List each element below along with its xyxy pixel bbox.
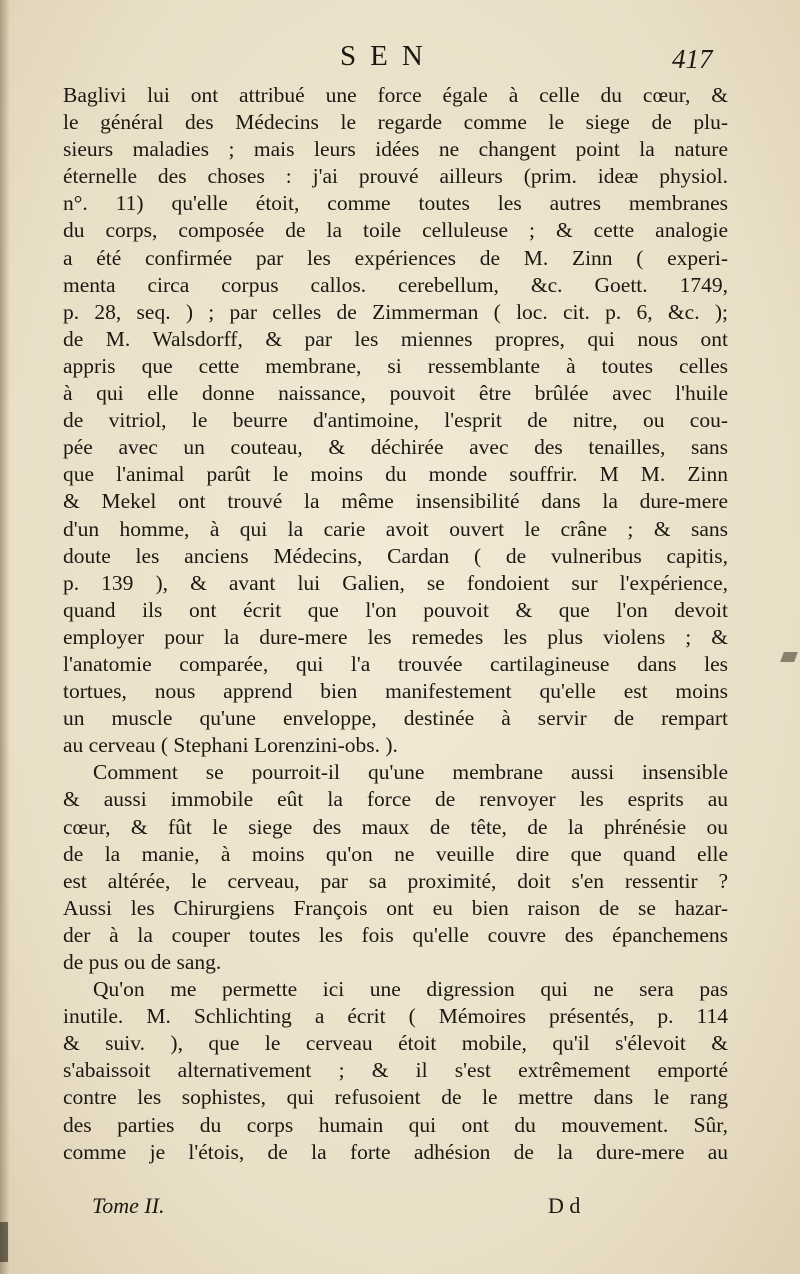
text-line: comme je l'étois, de la forte adhésion de la dure-mere au — [63, 1139, 728, 1164]
text-line: n°. 11) qu'elle étoit, comme toutes les autres membranes — [63, 191, 728, 216]
text-line: Qu'on me permette ici une digression qui ne sera pas — [93, 977, 728, 1002]
text-line: s'abaissoit alternativement ; & il s'est extrêmement emporté — [63, 1058, 728, 1083]
binding-mark — [0, 1222, 8, 1262]
text-line: appris que cette membrane, si ressemblante à toutes celles — [63, 353, 728, 378]
text-line: Comment se pourroit-il qu'une membrane aussi insensible — [93, 760, 728, 785]
page-header — [0, 40, 800, 80]
text-line: au cerveau ( Stephani Lorenzini-obs. ). — [63, 733, 398, 758]
page-number: 417 — [672, 44, 713, 74]
text-line: cœur, & fût le siege des maux de tête, de la phrénésie ou — [63, 814, 728, 839]
text-line: employer pour la dure-mere les remedes les plus violens ; & — [63, 624, 728, 649]
text-line: est altérée, le cerveau, par sa proximité, doit s'en ressentir ? — [63, 868, 728, 893]
text-line: sieurs maladies ; mais leurs idées ne changent point la nature — [63, 137, 728, 162]
text-line: quand ils ont écrit que l'on pouvoit & que l'on devoit — [63, 597, 728, 622]
text-line: que l'animal parût le moins du monde souffrir. M M. Zinn — [63, 462, 728, 487]
text-line: inutile. M. Schlichting a écrit ( Mémoires présentés, p. 114 — [63, 1004, 728, 1029]
text-line: tortues, nous apprend bien manifestement qu'elle est moins — [63, 679, 728, 704]
volume-label: Tome II. — [92, 1193, 165, 1218]
text-line: du corps, composée de la toile celluleuse ; & cette analogie — [63, 218, 728, 243]
page-footer — [0, 1193, 800, 1223]
text-line: Baglivi lui ont attribué une force égale à celle du cœur, & — [63, 83, 728, 107]
text-line: & suiv. ), que le cerveau étoit mobile, qu'il s'élevoit & — [63, 1031, 728, 1056]
text-line: a été confirmée par les expériences de M. Zinn ( experi- — [63, 245, 728, 270]
text-line: menta circa corpus callos. cerebellum, &c. Goett. 1749, — [63, 272, 728, 297]
text-line: de M. Walsdorff, & par les miennes propres, qui nous ont — [63, 326, 728, 351]
text-line: éternelle des choses : j'ai prouvé ailleurs (prim. ideæ physiol. — [63, 164, 728, 189]
text-line: d'un homme, à qui la carie avoit ouvert le crâne ; & sans — [63, 516, 728, 541]
text-line: p. 139 ), & avant lui Galien, se fondoient sur l'expérience, — [63, 570, 728, 595]
text-line: de vitriol, le beurre d'antimoine, l'esprit de nitre, ou cou- — [63, 408, 728, 433]
text-line: le général des Médecins le regarde comme le siege de plu- — [63, 110, 728, 135]
text-line: pée avec un couteau, & déchirée avec des tenailles, sans — [63, 435, 728, 460]
page-edge-shadow — [0, 0, 10, 1274]
text-line: & aussi immobile eût la force de renvoyer les esprits au — [63, 787, 728, 812]
text-line: des parties du corps humain qui ont du mouvement. Sûr, — [63, 1112, 728, 1137]
text-line: der à la couper toutes les fois qu'elle couvre des épanchemens — [63, 922, 728, 947]
text-line: p. 28, seq. ) ; par celles de Zimmerman ( loc. cit. p. 6, &c. ); — [63, 299, 728, 324]
text-line: à qui elle donne naissance, pouvoit être brûlée avec l'huile — [63, 381, 728, 406]
margin-smudge — [780, 652, 798, 662]
text-line: contre les sophistes, qui refusoient de le mettre dans le rang — [63, 1085, 728, 1110]
text-line: de pus ou de sang. — [63, 950, 222, 974]
body-text — [63, 82, 728, 1166]
text-line: doute les anciens Médecins, Cardan ( de vulneribus capitis, — [63, 543, 728, 568]
running-head: SEN — [340, 40, 437, 72]
text-line: & Mekel ont trouvé la même insensibilité dans la dure-mere — [63, 489, 728, 514]
text-line: Aussi les Chirurgiens François ont eu bien raison de se hazar- — [63, 895, 728, 920]
signature-mark: D d — [548, 1193, 581, 1218]
text-line: de la manie, à moins qu'on ne veuille dire que quand elle — [63, 841, 728, 866]
text-line: l'anatomie comparée, qui l'a trouvée cartilagineuse dans les — [63, 651, 728, 676]
text-line: un muscle qu'une enveloppe, destinée à servir de rempart — [63, 706, 728, 731]
